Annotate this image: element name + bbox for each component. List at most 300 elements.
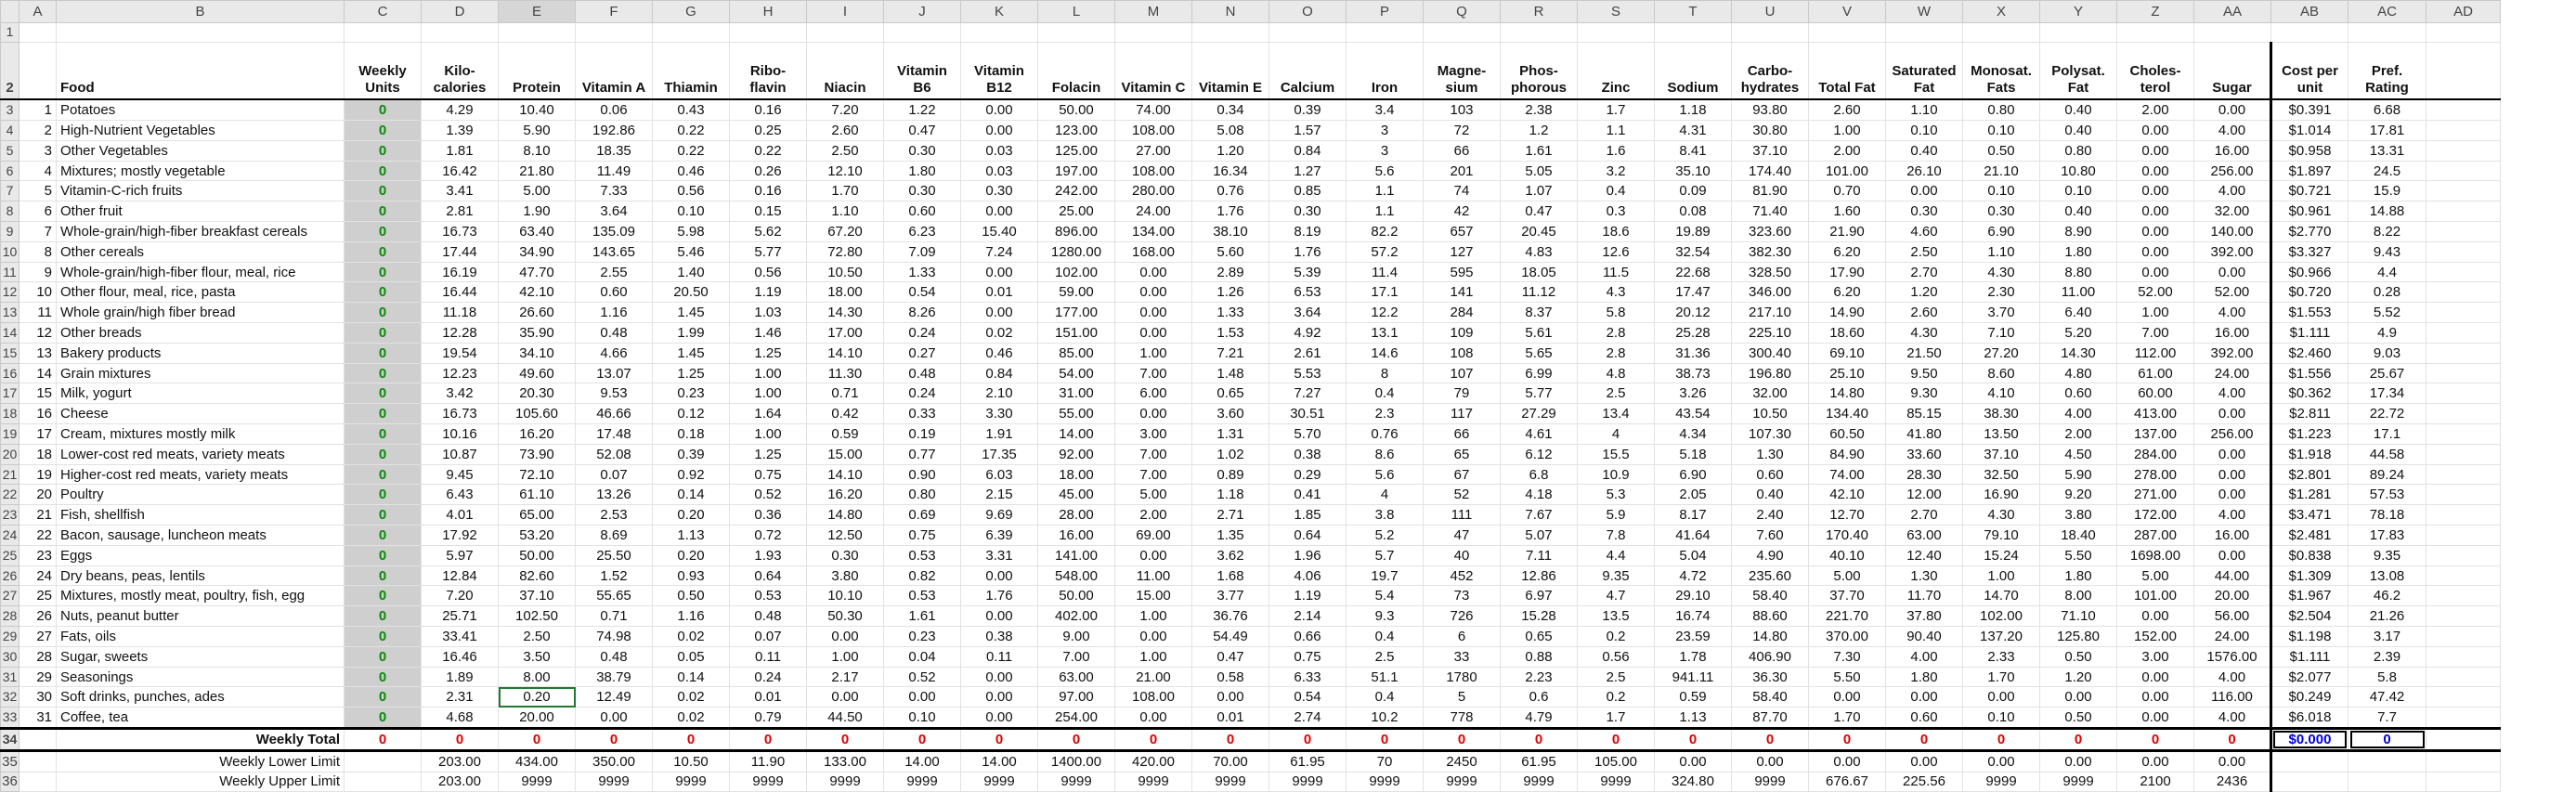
cell[interactable] xyxy=(2426,687,2501,708)
value-cell[interactable]: 125.00 xyxy=(1038,140,1115,161)
value-cell[interactable]: 1.80 xyxy=(2040,565,2117,586)
value-cell[interactable]: 406.90 xyxy=(1732,646,1809,667)
limit-value[interactable]: 9999 xyxy=(730,772,807,792)
value-cell[interactable]: 5.77 xyxy=(1501,383,1578,404)
total-value[interactable]: 0 xyxy=(653,729,730,751)
value-cell[interactable]: 33.41 xyxy=(422,627,499,647)
value-cell[interactable]: $1.553 xyxy=(2271,303,2348,323)
value-cell[interactable]: 254.00 xyxy=(1038,708,1115,729)
cell[interactable] xyxy=(961,22,1038,43)
value-cell[interactable]: 107.30 xyxy=(1732,424,1809,445)
limit-value[interactable]: 9999 xyxy=(1038,772,1115,792)
value-cell[interactable]: 2.60 xyxy=(1886,303,1963,323)
row-header[interactable]: 2 xyxy=(1,43,20,100)
value-cell[interactable]: 0.00 xyxy=(961,262,1038,282)
value-cell[interactable]: 2.71 xyxy=(1192,505,1269,526)
total-value[interactable]: 0 xyxy=(1886,729,1963,751)
column-header-n[interactable]: N xyxy=(1192,1,1269,23)
value-cell[interactable]: 235.60 xyxy=(1732,565,1809,586)
cell[interactable] xyxy=(2194,22,2271,43)
weekly-units-input[interactable]: 0 xyxy=(345,627,422,647)
value-cell[interactable]: 0.07 xyxy=(730,627,807,647)
value-cell[interactable]: 18.60 xyxy=(1809,323,1886,344)
value-cell[interactable]: 11.70 xyxy=(1886,586,1963,606)
column-title[interactable]: Choles-terol xyxy=(2117,43,2194,100)
limit-value[interactable]: 9999 xyxy=(1578,772,1655,792)
value-cell[interactable]: 6.20 xyxy=(1809,241,1886,262)
value-cell[interactable]: 17.48 xyxy=(576,424,653,445)
value-cell[interactable]: 1.57 xyxy=(1269,121,1347,141)
value-cell[interactable]: 5.00 xyxy=(1809,565,1886,586)
value-cell[interactable]: 13.31 xyxy=(2348,140,2426,161)
value-cell[interactable]: 4.00 xyxy=(2194,708,2271,729)
value-cell[interactable]: 12.49 xyxy=(576,687,653,708)
value-cell[interactable]: 0.50 xyxy=(653,586,730,606)
value-cell[interactable]: 19.7 xyxy=(1347,565,1424,586)
value-cell[interactable]: 3.00 xyxy=(1115,424,1192,445)
value-cell[interactable]: 1.16 xyxy=(576,303,653,323)
row-number[interactable]: 5 xyxy=(20,181,57,201)
row-header[interactable]: 5 xyxy=(1,140,20,161)
value-cell[interactable]: 6.97 xyxy=(1501,586,1578,606)
column-title[interactable]: Niacin xyxy=(807,43,884,100)
value-cell[interactable]: 2.8 xyxy=(1578,343,1655,363)
value-cell[interactable]: 4.29 xyxy=(422,99,499,120)
value-cell[interactable]: 14.6 xyxy=(1347,343,1424,363)
value-cell[interactable]: 9.03 xyxy=(2348,343,2426,363)
value-cell[interactable]: 0.69 xyxy=(884,505,961,526)
value-cell[interactable]: 27.20 xyxy=(1963,343,2040,363)
column-title[interactable]: Pref. Rating xyxy=(2348,43,2426,100)
value-cell[interactable]: 152.00 xyxy=(2117,627,2194,647)
value-cell[interactable]: 82.2 xyxy=(1347,222,1424,242)
value-cell[interactable]: $2.811 xyxy=(2271,404,2348,424)
row-header[interactable]: 15 xyxy=(1,343,20,363)
value-cell[interactable]: 5.70 xyxy=(1269,424,1347,445)
value-cell[interactable]: 0.00 xyxy=(1115,303,1192,323)
value-cell[interactable]: 9.43 xyxy=(2348,241,2426,262)
weekly-units-input[interactable]: 0 xyxy=(345,181,422,201)
weekly-units-input[interactable]: 0 xyxy=(345,526,422,546)
food-name[interactable]: Other fruit xyxy=(57,201,345,222)
weekly-units-input[interactable]: 0 xyxy=(345,505,422,526)
value-cell[interactable]: 2.61 xyxy=(1269,343,1347,363)
value-cell[interactable]: 19.89 xyxy=(1655,222,1732,242)
value-cell[interactable]: 0.80 xyxy=(2040,140,2117,161)
value-cell[interactable]: 4.31 xyxy=(1655,121,1732,141)
value-cell[interactable]: 73.90 xyxy=(499,444,576,464)
value-cell[interactable]: 32.50 xyxy=(1963,464,2040,485)
value-cell[interactable]: 0.40 xyxy=(1886,140,1963,161)
value-cell[interactable]: 0.07 xyxy=(576,464,653,485)
value-cell[interactable]: 221.70 xyxy=(1809,606,1886,627)
value-cell[interactable]: 140.00 xyxy=(2194,222,2271,242)
row-number[interactable]: 9 xyxy=(20,262,57,282)
value-cell[interactable]: 0.01 xyxy=(961,282,1038,303)
value-cell[interactable]: 135.09 xyxy=(576,222,653,242)
value-cell[interactable]: 1.39 xyxy=(422,121,499,141)
value-cell[interactable]: 0.2 xyxy=(1578,627,1655,647)
value-cell[interactable]: $2.801 xyxy=(2271,464,2348,485)
value-cell[interactable]: 0.4 xyxy=(1347,383,1424,404)
limit-value[interactable]: 2450 xyxy=(1424,750,1501,772)
value-cell[interactable]: 392.00 xyxy=(2194,241,2271,262)
column-title[interactable]: Ribo-flavin xyxy=(730,43,807,100)
value-cell[interactable]: 28.30 xyxy=(1886,464,1963,485)
value-cell[interactable]: 5.62 xyxy=(730,222,807,242)
value-cell[interactable]: 1.19 xyxy=(1269,586,1347,606)
column-header-r[interactable]: R xyxy=(1501,1,1578,23)
value-cell[interactable]: 10.50 xyxy=(1732,404,1809,424)
food-name[interactable]: Soft drinks, punches, ades xyxy=(57,687,345,708)
value-cell[interactable]: $0.721 xyxy=(2271,181,2348,201)
value-cell[interactable]: 36.76 xyxy=(1192,606,1269,627)
cell[interactable] xyxy=(2426,464,2501,485)
value-cell[interactable]: 0.6 xyxy=(1501,687,1578,708)
value-cell[interactable]: 2.50 xyxy=(499,627,576,647)
value-cell[interactable]: 17.44 xyxy=(422,241,499,262)
value-cell[interactable]: 1.53 xyxy=(1192,323,1269,344)
value-cell[interactable]: 1.25 xyxy=(730,343,807,363)
row-header[interactable]: 7 xyxy=(1,181,20,201)
value-cell[interactable]: 4.00 xyxy=(2194,181,2271,201)
food-name[interactable]: Cream, mixtures mostly milk xyxy=(57,424,345,445)
column-title[interactable]: Phos-phorous xyxy=(1501,43,1578,100)
value-cell[interactable]: 7.30 xyxy=(1809,646,1886,667)
value-cell[interactable]: 123.00 xyxy=(1038,121,1115,141)
value-cell[interactable]: 0.59 xyxy=(1655,687,1732,708)
column-title[interactable]: Kilo-calories xyxy=(422,43,499,100)
value-cell[interactable]: 16.34 xyxy=(1192,161,1269,181)
value-cell[interactable]: 0.00 xyxy=(1192,687,1269,708)
limit-value[interactable]: 70 xyxy=(1347,750,1424,772)
value-cell[interactable]: $1.198 xyxy=(2271,627,2348,647)
value-cell[interactable]: 3 xyxy=(1347,121,1424,141)
value-cell[interactable]: 13.26 xyxy=(576,485,653,505)
value-cell[interactable]: 0.00 xyxy=(961,303,1038,323)
value-cell[interactable]: 4.3 xyxy=(1578,282,1655,303)
value-cell[interactable]: 27.29 xyxy=(1501,404,1578,424)
value-cell[interactable]: 111 xyxy=(1424,505,1501,526)
value-cell[interactable]: 0.47 xyxy=(1192,646,1269,667)
value-cell[interactable]: $2.077 xyxy=(2271,667,2348,687)
value-cell[interactable]: 0.50 xyxy=(2040,708,2117,729)
value-cell[interactable]: 65 xyxy=(1424,444,1501,464)
value-cell[interactable]: 0.4 xyxy=(1347,627,1424,647)
value-cell[interactable]: 4.68 xyxy=(422,708,499,729)
value-cell[interactable]: $0.961 xyxy=(2271,201,2348,222)
row-number[interactable]: 2 xyxy=(20,121,57,141)
limit-value[interactable]: 9999 xyxy=(2040,772,2117,792)
value-cell[interactable]: 6.43 xyxy=(422,485,499,505)
value-cell[interactable]: 0.40 xyxy=(2040,99,2117,120)
value-cell[interactable]: 14.88 xyxy=(2348,201,2426,222)
value-cell[interactable]: 0.11 xyxy=(961,646,1038,667)
value-cell[interactable]: 4.00 xyxy=(2194,383,2271,404)
limit-value[interactable]: 61.95 xyxy=(1269,750,1347,772)
cell[interactable] xyxy=(2426,181,2501,201)
value-cell[interactable]: 18.00 xyxy=(807,282,884,303)
value-cell[interactable]: 90.40 xyxy=(1886,627,1963,647)
value-cell[interactable]: 0.14 xyxy=(653,485,730,505)
row-header[interactable]: 20 xyxy=(1,444,20,464)
value-cell[interactable]: 11.12 xyxy=(1501,282,1578,303)
row-number[interactable]: 14 xyxy=(20,363,57,383)
value-cell[interactable]: 5.7 xyxy=(1347,545,1424,565)
value-cell[interactable]: 1.40 xyxy=(653,262,730,282)
total-value[interactable]: 0 xyxy=(2040,729,2117,751)
value-cell[interactable]: $1.281 xyxy=(2271,485,2348,505)
limit-value[interactable]: 9999 xyxy=(653,772,730,792)
value-cell[interactable]: 0.50 xyxy=(1963,140,2040,161)
value-cell[interactable]: 23.59 xyxy=(1655,627,1732,647)
value-cell[interactable]: 0.06 xyxy=(576,99,653,120)
value-cell[interactable]: 60.50 xyxy=(1809,424,1886,445)
value-cell[interactable]: 5.61 xyxy=(1501,323,1578,344)
value-cell[interactable]: 595 xyxy=(1424,262,1501,282)
value-cell[interactable]: 5.8 xyxy=(1578,303,1655,323)
value-cell[interactable]: 5.50 xyxy=(2040,545,2117,565)
value-cell[interactable]: 38.10 xyxy=(1192,222,1269,242)
value-cell[interactable]: 101.00 xyxy=(1809,161,1886,181)
limit-value[interactable]: 133.00 xyxy=(807,750,884,772)
value-cell[interactable]: 81.90 xyxy=(1732,181,1809,201)
value-cell[interactable]: 256.00 xyxy=(2194,424,2271,445)
value-cell[interactable]: 0.84 xyxy=(1269,140,1347,161)
value-cell[interactable]: 5.52 xyxy=(2348,303,2426,323)
food-name[interactable]: Fish, shellfish xyxy=(57,505,345,526)
value-cell[interactable]: 72.10 xyxy=(499,464,576,485)
value-cell[interactable]: 13.08 xyxy=(2348,565,2426,586)
value-cell[interactable]: 0.00 xyxy=(1115,404,1192,424)
value-cell[interactable]: 65.00 xyxy=(499,505,576,526)
value-cell[interactable]: 0.00 xyxy=(2117,222,2194,242)
limit-value[interactable]: 2436 xyxy=(2194,772,2271,792)
value-cell[interactable]: 0.03 xyxy=(961,161,1038,181)
food-name[interactable]: Bakery products xyxy=(57,343,345,363)
value-cell[interactable]: 127 xyxy=(1424,241,1501,262)
value-cell[interactable]: 54.49 xyxy=(1192,627,1269,647)
cell[interactable] xyxy=(576,22,653,43)
value-cell[interactable]: 0.09 xyxy=(1655,181,1732,201)
row-header[interactable]: 8 xyxy=(1,201,20,222)
row-number[interactable]: 10 xyxy=(20,282,57,303)
row-number[interactable]: 25 xyxy=(20,586,57,606)
weekly-units-input[interactable]: 0 xyxy=(345,586,422,606)
value-cell[interactable]: 0.00 xyxy=(2194,99,2271,120)
value-cell[interactable]: 0.84 xyxy=(961,363,1038,383)
value-cell[interactable]: 0.00 xyxy=(961,99,1038,120)
value-cell[interactable]: 5.07 xyxy=(1501,526,1578,546)
limit-value[interactable]: 9999 xyxy=(499,772,576,792)
value-cell[interactable]: 32.54 xyxy=(1655,241,1732,262)
row-number[interactable]: 29 xyxy=(20,667,57,687)
limit-value[interactable]: 0.00 xyxy=(1655,750,1732,772)
value-cell[interactable]: 6.68 xyxy=(2348,99,2426,120)
value-cell[interactable]: 1.96 xyxy=(1269,545,1347,565)
value-cell[interactable]: 1.76 xyxy=(1269,241,1347,262)
value-cell[interactable]: 37.70 xyxy=(1809,586,1886,606)
column-title[interactable]: Zinc xyxy=(1578,43,1655,100)
limit-value[interactable]: 9999 xyxy=(1347,772,1424,792)
value-cell[interactable]: $0.838 xyxy=(2271,545,2348,565)
value-cell[interactable]: 137.20 xyxy=(1963,627,2040,647)
limit-value[interactable]: 1400.00 xyxy=(1038,750,1115,772)
value-cell[interactable]: 7.7 xyxy=(2348,708,2426,729)
value-cell[interactable]: 14.80 xyxy=(807,505,884,526)
row-number[interactable]: 7 xyxy=(20,222,57,242)
value-cell[interactable]: 25.67 xyxy=(2348,363,2426,383)
value-cell[interactable]: 26.10 xyxy=(1886,161,1963,181)
column-header-v[interactable]: V xyxy=(1809,1,1886,23)
value-cell[interactable]: $3.327 xyxy=(2271,241,2348,262)
value-cell[interactable]: 16.74 xyxy=(1655,606,1732,627)
value-cell[interactable]: 12.28 xyxy=(422,323,499,344)
column-header-d[interactable]: D xyxy=(422,1,499,23)
value-cell[interactable]: 134.00 xyxy=(1115,222,1192,242)
food-name[interactable]: Mixtures; mostly vegetable xyxy=(57,161,345,181)
value-cell[interactable]: 12.50 xyxy=(807,526,884,546)
value-cell[interactable]: 4.00 xyxy=(2194,303,2271,323)
value-cell[interactable]: 24.00 xyxy=(2194,627,2271,647)
row-number[interactable]: 6 xyxy=(20,201,57,222)
value-cell[interactable]: 10.50 xyxy=(807,262,884,282)
value-cell[interactable]: 61.10 xyxy=(499,485,576,505)
value-cell[interactable]: 1.61 xyxy=(1501,140,1578,161)
row-number[interactable]: 17 xyxy=(20,424,57,445)
value-cell[interactable]: 1.20 xyxy=(1192,140,1269,161)
value-cell[interactable]: 43.54 xyxy=(1655,404,1732,424)
row-number[interactable]: 8 xyxy=(20,241,57,262)
value-cell[interactable]: 79 xyxy=(1424,383,1501,404)
column-header-y[interactable]: Y xyxy=(2040,1,2117,23)
row-number[interactable]: 16 xyxy=(20,404,57,424)
value-cell[interactable]: 0.65 xyxy=(1501,627,1578,647)
value-cell[interactable]: 27.00 xyxy=(1115,140,1192,161)
cell[interactable] xyxy=(2426,505,2501,526)
value-cell[interactable]: 31.00 xyxy=(1038,383,1115,404)
row-number[interactable]: 19 xyxy=(20,464,57,485)
row-header[interactable]: 23 xyxy=(1,505,20,526)
value-cell[interactable]: 0.52 xyxy=(730,485,807,505)
value-cell[interactable]: 4.8 xyxy=(1578,363,1655,383)
value-cell[interactable]: 1.1 xyxy=(1578,121,1655,141)
value-cell[interactable]: 0.00 xyxy=(1115,627,1192,647)
value-cell[interactable]: 2.55 xyxy=(576,262,653,282)
value-cell[interactable]: 10.80 xyxy=(2040,161,2117,181)
value-cell[interactable]: 55.65 xyxy=(576,586,653,606)
value-cell[interactable]: 10.9 xyxy=(1578,464,1655,485)
total-value[interactable]: 0 xyxy=(1963,729,2040,751)
value-cell[interactable]: 392.00 xyxy=(2194,343,2271,363)
value-cell[interactable]: 5.9 xyxy=(1578,505,1655,526)
value-cell[interactable]: 8.17 xyxy=(1655,505,1732,526)
food-name[interactable]: Nuts, peanut butter xyxy=(57,606,345,627)
value-cell[interactable]: 3.64 xyxy=(1269,303,1347,323)
row-number[interactable]: 21 xyxy=(20,505,57,526)
value-cell[interactable]: 0.00 xyxy=(2194,404,2271,424)
value-cell[interactable]: 2.8 xyxy=(1578,323,1655,344)
value-cell[interactable]: 93.80 xyxy=(1732,99,1809,120)
value-cell[interactable]: 0.59 xyxy=(807,424,884,445)
total-value[interactable]: 0 xyxy=(422,729,499,751)
value-cell[interactable]: 5.53 xyxy=(1269,363,1347,383)
value-cell[interactable]: 53.20 xyxy=(499,526,576,546)
value-cell[interactable]: 0.12 xyxy=(653,404,730,424)
column-title[interactable]: Vitamin E xyxy=(1192,43,1269,100)
total-value[interactable]: 0 xyxy=(1038,729,1115,751)
cell[interactable] xyxy=(2426,241,2501,262)
value-cell[interactable]: 52.00 xyxy=(2194,282,2271,303)
column-header-i[interactable]: I xyxy=(807,1,884,23)
value-cell[interactable]: 5.77 xyxy=(730,241,807,262)
value-cell[interactable]: 346.00 xyxy=(1732,282,1809,303)
value-cell[interactable]: 0.00 xyxy=(884,687,961,708)
weekly-units-input[interactable]: 0 xyxy=(345,343,422,363)
value-cell[interactable]: 108.00 xyxy=(1115,121,1192,141)
food-name[interactable]: Whole grain/high fiber bread xyxy=(57,303,345,323)
value-cell[interactable]: 30.51 xyxy=(1269,404,1347,424)
value-cell[interactable]: 13.5 xyxy=(1578,606,1655,627)
value-cell[interactable]: 0.28 xyxy=(2348,282,2426,303)
limit-value[interactable]: 203.00 xyxy=(422,772,499,792)
value-cell[interactable]: 102.00 xyxy=(1963,606,2040,627)
value-cell[interactable]: $0.966 xyxy=(2271,262,2348,282)
value-cell[interactable]: 4.60 xyxy=(1886,222,1963,242)
value-cell[interactable]: 46.66 xyxy=(576,404,653,424)
limit-value[interactable]: 9999 xyxy=(1732,772,1809,792)
value-cell[interactable]: 280.00 xyxy=(1115,181,1192,201)
value-cell[interactable]: 108.00 xyxy=(1115,161,1192,181)
value-cell[interactable]: $2.770 xyxy=(2271,222,2348,242)
value-cell[interactable]: 12.40 xyxy=(1886,545,1963,565)
value-cell[interactable]: 9.35 xyxy=(1578,565,1655,586)
value-cell[interactable]: 12.6 xyxy=(1578,241,1655,262)
value-cell[interactable]: 5.65 xyxy=(1501,343,1578,363)
value-cell[interactable]: 0.64 xyxy=(730,565,807,586)
value-cell[interactable]: 0.00 xyxy=(2194,464,2271,485)
row-number[interactable]: 3 xyxy=(20,140,57,161)
value-cell[interactable]: 1.00 xyxy=(1115,646,1192,667)
value-cell[interactable]: 1780 xyxy=(1424,667,1501,687)
cell[interactable] xyxy=(2426,565,2501,586)
cell[interactable] xyxy=(2426,303,2501,323)
total-value[interactable]: 0 xyxy=(807,729,884,751)
value-cell[interactable]: 0.00 xyxy=(2117,161,2194,181)
cell[interactable] xyxy=(2426,586,2501,606)
value-cell[interactable]: 3.8 xyxy=(1347,505,1424,526)
column-header-w[interactable]: W xyxy=(1886,1,1963,23)
value-cell[interactable]: 4.7 xyxy=(1578,586,1655,606)
value-cell[interactable]: 0.66 xyxy=(1269,627,1347,647)
value-cell[interactable]: 50.00 xyxy=(1038,99,1115,120)
cell[interactable] xyxy=(2348,772,2426,792)
value-cell[interactable]: 18.6 xyxy=(1578,222,1655,242)
cell[interactable] xyxy=(1424,22,1501,43)
value-cell[interactable]: 0.02 xyxy=(653,708,730,729)
value-cell[interactable]: 17.1 xyxy=(1347,282,1424,303)
value-cell[interactable]: 63.00 xyxy=(1038,667,1115,687)
value-cell[interactable]: 177.00 xyxy=(1038,303,1115,323)
value-cell[interactable]: 12.10 xyxy=(807,161,884,181)
value-cell[interactable]: 20.00 xyxy=(2194,586,2271,606)
cell[interactable] xyxy=(345,772,422,792)
value-cell[interactable]: 1.27 xyxy=(1269,161,1347,181)
value-cell[interactable]: 0.00 xyxy=(2117,181,2194,201)
row-number[interactable]: 20 xyxy=(20,485,57,505)
value-cell[interactable]: 1.89 xyxy=(422,667,499,687)
weekly-units-input[interactable]: 0 xyxy=(345,646,422,667)
